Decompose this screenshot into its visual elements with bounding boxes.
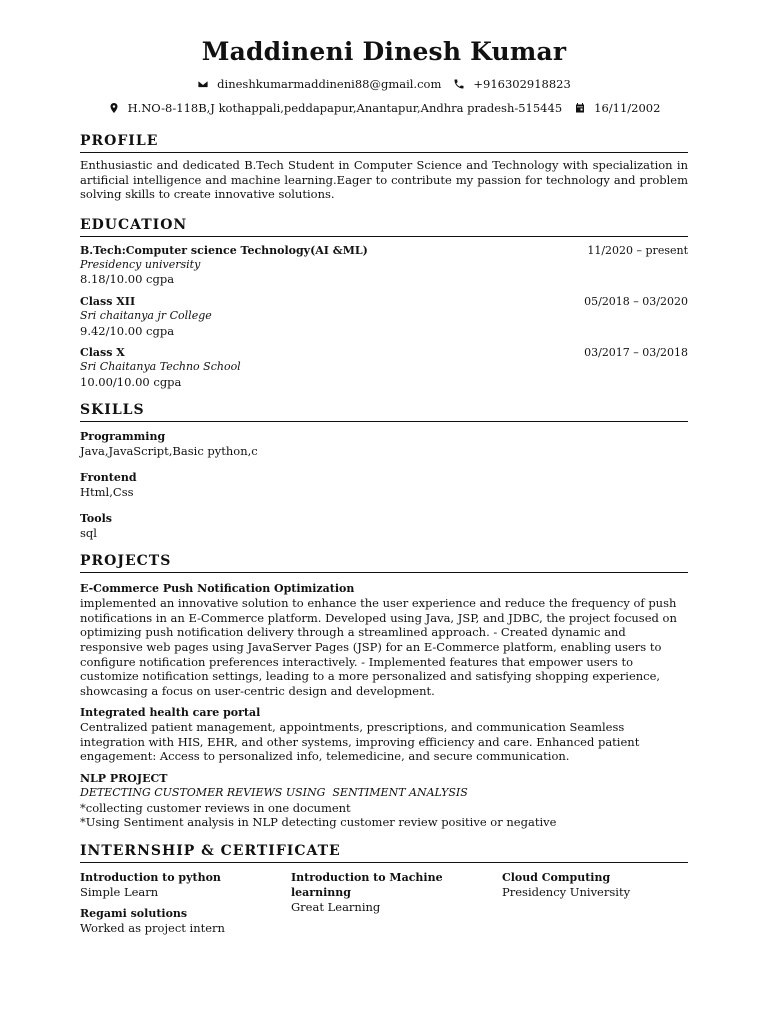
education-item — [80, 243, 688, 287]
project-description: implemented an innovative solution to enhance the user experience and reduce the frequency of push notifications in an E-Commerce platform. Developed using Java, JSP, and JDBC, the project focused on optimizing push notification delivery through a streamlined approach. - Created dynamic and responsive web pages using JavaServer Pages (JSP) for an E-Commerce platform, enabling users to configure notification preferences interactively. - Implemented features that empower users to customize notification settings, leading to a more personalized and satisfying shopping experience, showcasing a focus on user-centric design and development. — [80, 596, 677, 698]
certificate-org: Simple Learn — [80, 884, 159, 899]
certificate-name: Introduction to python — [80, 870, 221, 884]
profile-text: Enthusiastic and dedicated B.Tech Student in Computer Science and Technology with specialization in artificial intelligence and machine learning.Eager to contribute my passion for technology and problem solving skills to create innovative solutions. — [80, 158, 688, 202]
phone-icon — [453, 78, 465, 90]
envelope-icon — [197, 78, 209, 90]
skills-section — [80, 401, 688, 540]
project-description: *collecting customer reviews in one document — [80, 800, 351, 815]
project-name: E-Commerce Push Notification Optimization — [80, 582, 355, 596]
certificate-column — [80, 870, 291, 943]
section-title-certificates: INTERNSHIP & CERTIFICATE — [80, 842, 688, 863]
dob-text: 16/11/2002 — [594, 101, 661, 115]
email-contact[interactable] — [197, 76, 441, 92]
certificate-org: Worked as project intern — [80, 921, 225, 936]
education-school: Presidency university — [80, 257, 201, 271]
section-title-skills: SKILLS — [80, 401, 688, 422]
projects-section — [80, 552, 688, 830]
project-name: Integrated health care portal — [80, 706, 261, 720]
project-item — [80, 771, 688, 830]
education-degree: Class X — [80, 346, 125, 360]
skill-value: Html,Css — [80, 484, 134, 499]
education-dates: 11/2020 – present — [587, 243, 688, 257]
skill-item — [80, 511, 688, 541]
education-score: 10.00/10.00 cgpa — [80, 374, 182, 389]
certificate-item — [291, 870, 502, 915]
section-title-profile: PROFILE — [80, 132, 688, 153]
calendar-icon — [574, 102, 586, 114]
address-text: H.NO-8-118B,J kothappali,peddapapur,Anantapur,Andhra pradesh-515445 — [127, 101, 563, 115]
project-description: *Using Sentiment analysis in NLP detecting customer review positive or negative — [80, 815, 557, 830]
certificate-org: Presidency University — [502, 884, 631, 899]
project-item — [80, 581, 688, 698]
certificate-name: Regami solutions — [80, 907, 188, 921]
dob-contact — [574, 100, 660, 116]
candidate-name: Maddineni Dinesh Kumar — [201, 37, 567, 66]
project-description: Centralized patient management, appointments, prescriptions, and communication Seamless integration with HIS, EHR, and other systems, improving efficiency and care. Enhanced patient engagement: Access to personalized info, telemedicine, and secure communication. — [80, 720, 640, 764]
certificate-column — [291, 870, 502, 943]
address-contact — [108, 100, 563, 116]
contact-row-secondary — [80, 100, 688, 116]
education-degree: Class XII — [80, 294, 136, 308]
education-section — [80, 216, 688, 390]
certificate-name: Cloud Computing — [502, 870, 611, 884]
education-degree: B.Tech:Computer science Technology(AI &ML) — [80, 243, 368, 257]
education-school: Sri Chaitanya Techno School — [80, 360, 241, 374]
skill-name: Tools — [80, 511, 112, 525]
skill-item — [80, 429, 688, 459]
certificates-section — [80, 842, 688, 943]
education-dates: 05/2018 – 03/2020 — [584, 294, 688, 308]
education-score: 9.42/10.00 cgpa — [80, 323, 175, 338]
location-pin-icon — [108, 102, 120, 114]
certificate-item — [80, 870, 291, 900]
certificate-column — [502, 870, 688, 943]
education-school: Sri chaitanya jr College — [80, 308, 212, 322]
project-name: NLP PROJECT — [80, 772, 168, 786]
project-item — [80, 705, 688, 764]
email-text: dineshkumarmaddineni88@gmail.com — [217, 77, 442, 91]
phone-text: +916302918823 — [473, 77, 571, 91]
certificate-name: Introduction to Machine learninng — [291, 870, 443, 899]
skill-value: sql — [80, 525, 97, 540]
certificate-org: Great Learning — [291, 899, 381, 914]
skill-value: Java,JavaScript,Basic python,c — [80, 444, 258, 459]
project-subtitle: DETECTING CUSTOMER REVIEWS USING SENTIMENT ANALYSIS — [80, 786, 468, 800]
education-dates: 03/2017 – 03/2018 — [584, 346, 688, 360]
certificate-item — [80, 906, 291, 936]
section-title-projects: PROJECTS — [80, 552, 688, 573]
phone-contact[interactable] — [453, 76, 570, 92]
skill-name: Programming — [80, 430, 166, 444]
education-score: 8.18/10.00 cgpa — [80, 272, 175, 287]
contact-row-primary — [80, 76, 688, 92]
section-title-education: EDUCATION — [80, 216, 688, 237]
skill-item — [80, 470, 688, 500]
education-item — [80, 345, 688, 389]
resume-page — [80, 34, 688, 943]
certificate-item — [502, 870, 688, 900]
profile-section — [80, 132, 688, 202]
certificate-grid — [80, 870, 688, 943]
education-item — [80, 294, 688, 338]
skill-name: Frontend — [80, 470, 137, 484]
